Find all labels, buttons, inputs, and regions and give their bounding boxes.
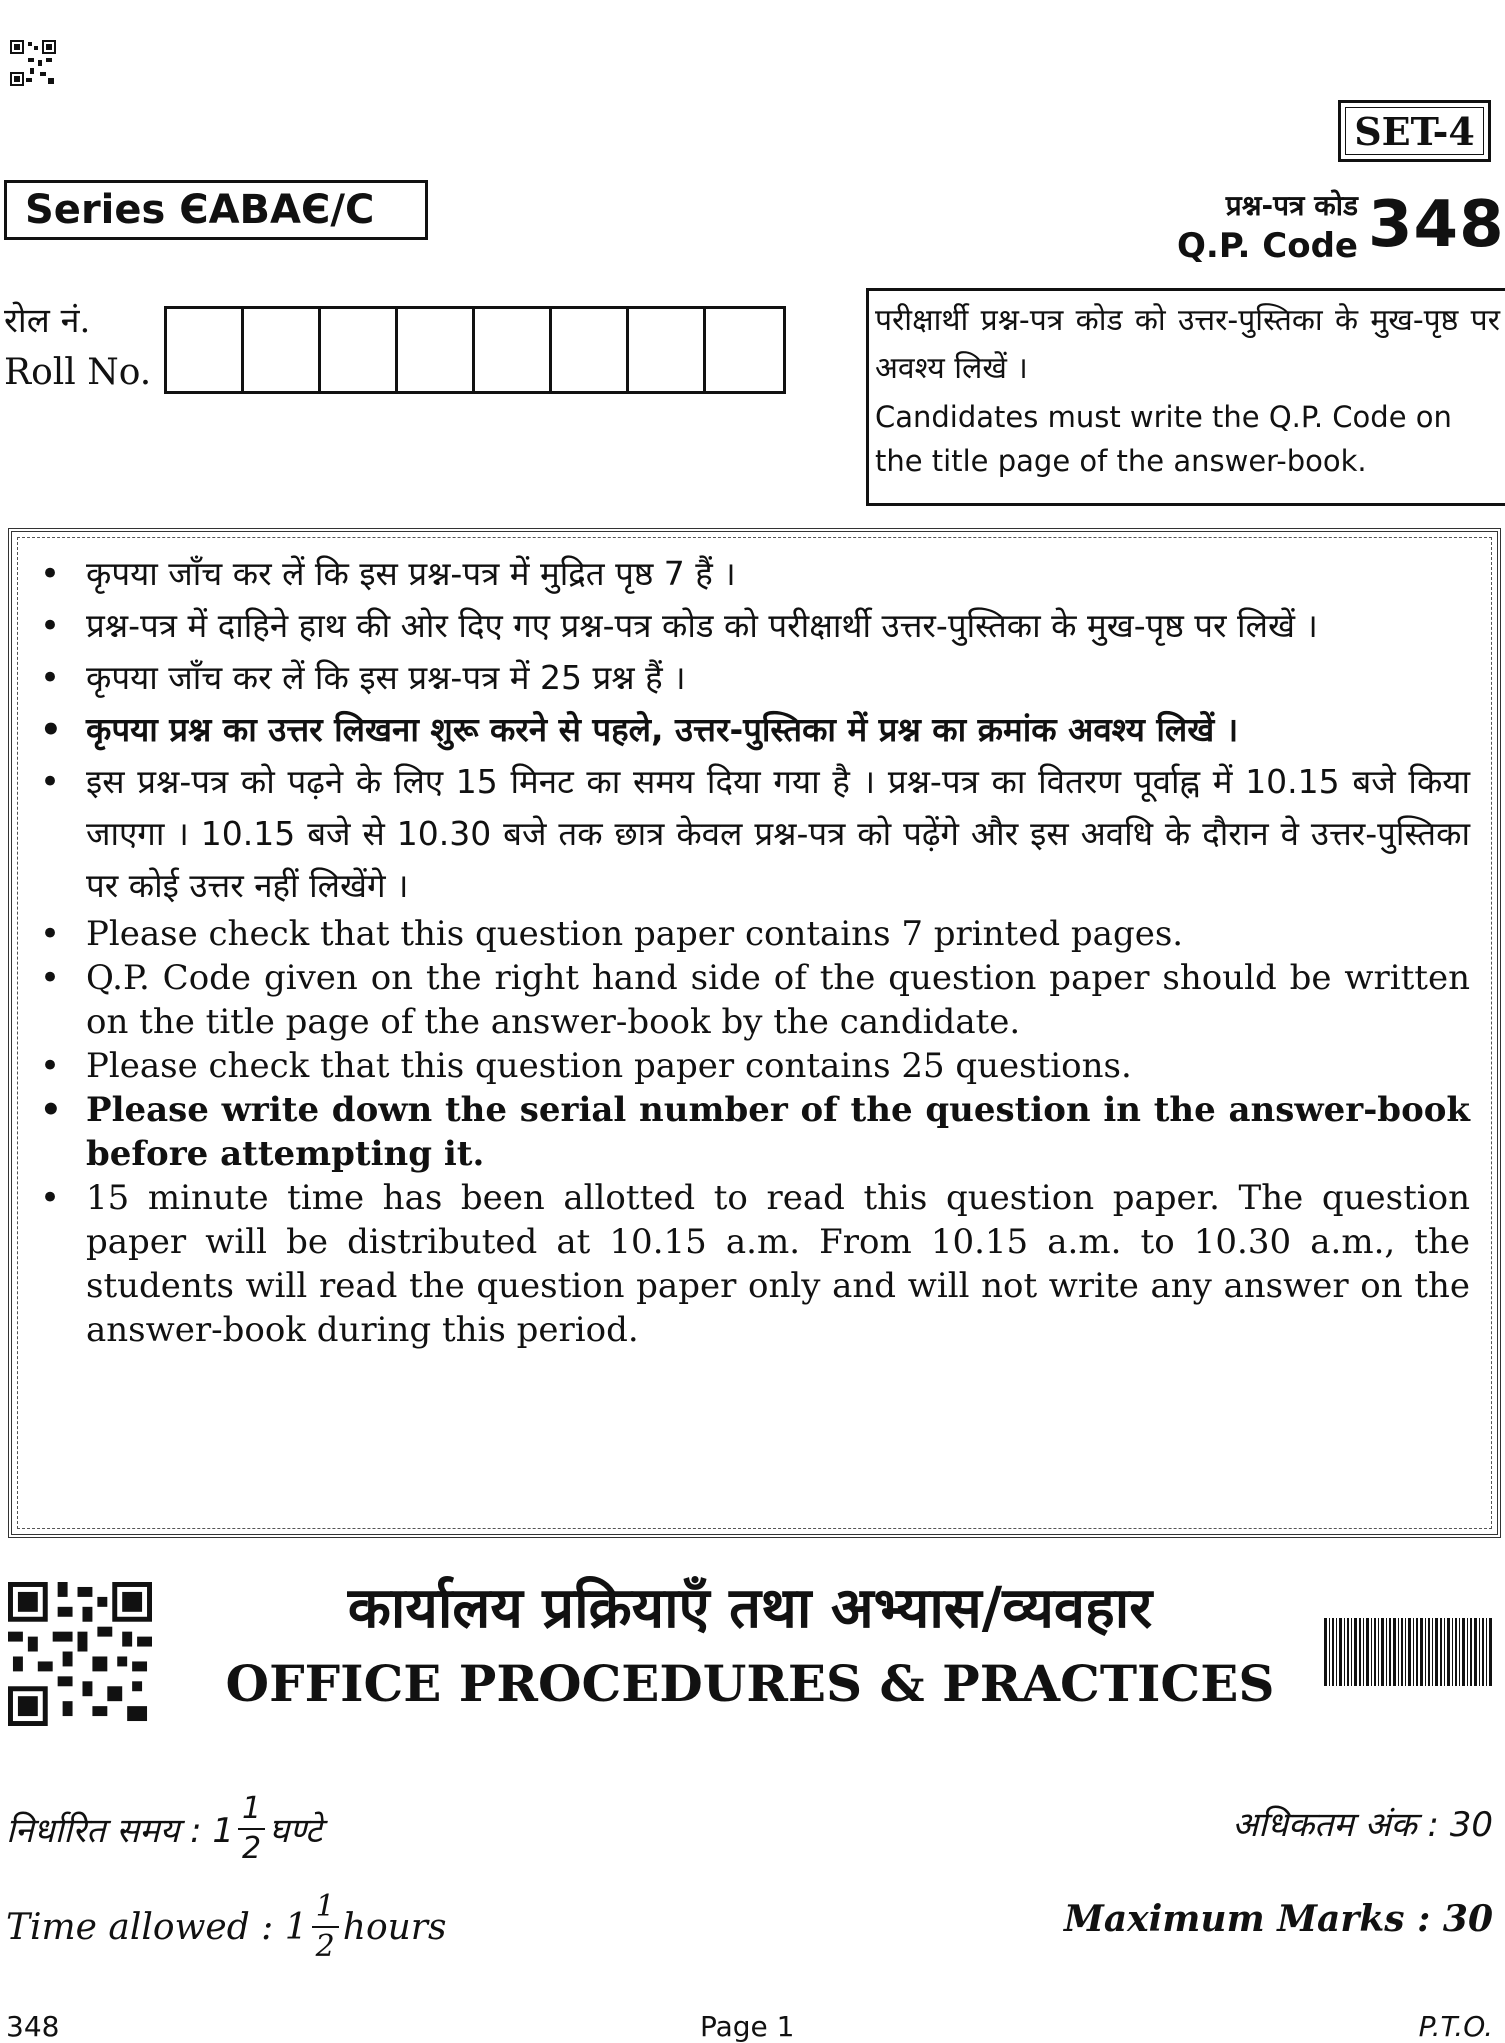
time-allowed-hindi [6, 1790, 322, 1868]
barcode-icon [1324, 1618, 1494, 1686]
qp-code-number: 348 [1368, 188, 1505, 262]
time-hindi-suffix: घण्टे [269, 1811, 323, 1851]
time-fraction [238, 1790, 265, 1868]
roll-digit-box[interactable] [629, 309, 706, 391]
qr-code-icon [8, 1582, 152, 1726]
instruction-hindi-4: • कृपया प्रश्न का उत्तर लिखना शुरू करने से पहले, उत्तर-पुस्तिका में प्रश्न का क्रमांक अवश्य लिखें । [40, 704, 1470, 756]
qr-code-small-icon [10, 40, 56, 86]
qp-code-notice-box [866, 288, 1505, 506]
instructions-list [40, 548, 1470, 1352]
fraction-numerator: 1 [238, 1790, 265, 1830]
max-marks-english: Maximum Marks : 30 [1063, 1898, 1493, 1940]
notice-english-text: Candidates must write the Q.P. Code on the title page of the answer-book. [875, 400, 1452, 478]
instruction-english-4: • Please write down the serial number of the question in the answer-book before attempting it. [40, 1088, 1470, 1176]
fraction-numerator: 1 [312, 1888, 339, 1928]
roll-digit-box[interactable] [321, 309, 398, 391]
instruction-hindi-5: • इस प्रश्न-पत्र को पढ़ने के लिए 15 मिनट का समय दिया गया है । प्रश्न-पत्र का वितरण पूर्वाह्न में 10.15 बजे किया जाएगा । 10.15 बजे से 10.30 बजे तक छात्र केवल प्रश्न-पत्र को पढ़ेंगे और इस अवधि के दौरान वे उत्तर-पुस्तिका पर कोई उत्तर नहीं लिखेंगे । [40, 756, 1470, 912]
page-footer [0, 2010, 1505, 2043]
roll-digit-box[interactable] [244, 309, 321, 391]
roll-digit-box[interactable] [398, 309, 475, 391]
time-english-prefix: Time allowed : 1 [6, 1906, 308, 1948]
footer-page-number: Page 1 [700, 2010, 795, 2043]
time-fraction [312, 1888, 339, 1966]
instruction-english-5: • 15 minute time has been allotted to read this question paper. The question paper will be distributed at 10.15 a.m. From 10.15 a.m. to 10.30 a.m., the students will read the question paper only and will not write any answer on the answer-book during this period. [40, 1176, 1470, 1352]
fraction-denominator: 2 [315, 1929, 335, 1964]
roll-digit-box[interactable] [475, 309, 552, 391]
instruction-english-1: • Please check that this question paper contains 7 printed pages. [40, 912, 1470, 956]
roll-digit-box[interactable] [552, 309, 629, 391]
max-marks-hindi: अधिकतम अंक : 30 [1232, 1805, 1493, 1845]
subject-title-english: OFFICE PROCEDURES & PRACTICES [225, 1654, 1275, 1713]
qp-code-label-hindi: प्रश्न-पत्र कोड [1225, 189, 1358, 222]
roll-digit-box[interactable] [706, 309, 783, 391]
instruction-english-2: • Q.P. Code given on the right hand side of the question paper should be written on the title page of the answer-book by the candidate. [40, 956, 1470, 1044]
roll-label-english: Roll No. [4, 352, 152, 393]
instruction-hindi-1: • कृपया जाँच कर लें कि इस प्रश्न-पत्र में मुद्रित पृष्ठ 7 हैं । [40, 548, 1470, 600]
roll-label-hindi: रोल नं. [4, 301, 91, 341]
set-label: SET-4 [1338, 100, 1491, 162]
time-hindi-prefix: निर्धारित समय : 1 [6, 1811, 235, 1851]
instruction-hindi-2: • प्रश्न-पत्र में दाहिने हाथ की ओर दिए गए प्रश्न-पत्र कोड को परीक्षार्थी उत्तर-पुस्तिका के मुख-पृष्ठ पर लिखें । [40, 600, 1470, 652]
series-label: Series ЄABAЄ/C [4, 180, 428, 240]
notice-hindi-text: परीक्षार्थी प्रश्न-पत्र कोड को उत्तर-पुस्तिका के मुख-पृष्ठ पर अवश्य लिखें । [875, 303, 1500, 386]
time-allowed-english [6, 1888, 447, 1966]
roll-digit-box[interactable] [167, 309, 244, 391]
instruction-hindi-3: • कृपया जाँच कर लें कि इस प्रश्न-पत्र में 25 प्रश्न हैं । [40, 652, 1470, 704]
roll-number-boxes[interactable] [164, 306, 786, 394]
subject-title-hindi: कार्यालय प्रक्रियाएँ तथा अभ्यास/व्यवहार [347, 1576, 1153, 1641]
footer-pto: P.T.O. [1418, 2010, 1493, 2043]
time-english-suffix: hours [342, 1906, 447, 1948]
fraction-denominator: 2 [242, 1831, 262, 1866]
footer-code: 348 [6, 2010, 60, 2043]
qp-code-label-english: Q.P. Code [1177, 226, 1358, 266]
instruction-english-3: • Please check that this question paper contains 25 questions. [40, 1044, 1470, 1088]
